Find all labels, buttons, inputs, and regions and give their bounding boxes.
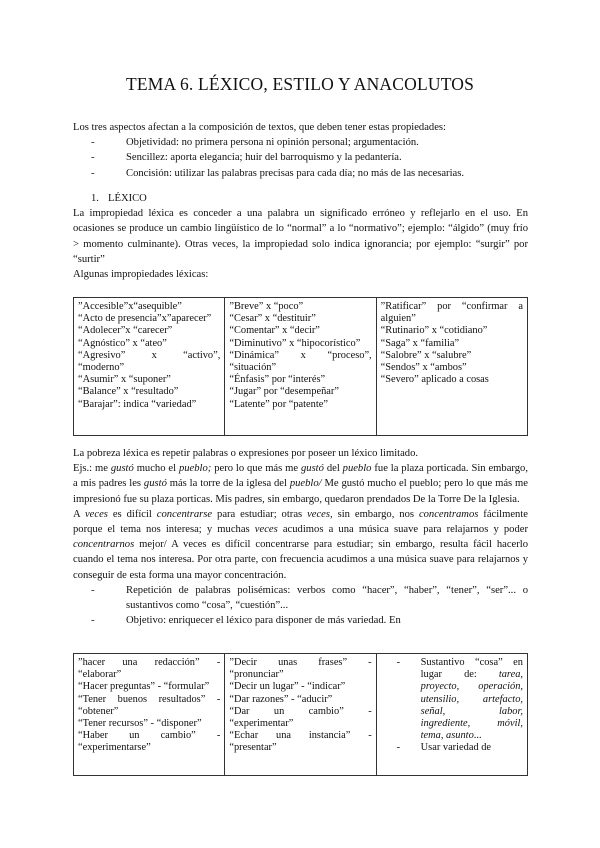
cell-line: “Énfasis” por “interés” (229, 374, 326, 386)
cell-line: “Decir un lugar” - “indicar” (229, 681, 346, 693)
text-segment: fue la plaza porticada. Sin embargo, a mis padres les (73, 463, 528, 490)
property-item: - Sencillez: aporta elegancia; huir del barroquismo y la pedantería. (73, 150, 528, 165)
page-title: TEMA 6. LÉXICO, ESTILO Y ANACOLUTOS (125, 74, 475, 94)
italic-word: gustó (300, 463, 324, 475)
section-heading (73, 191, 528, 206)
section-title: LÉXICO (108, 193, 147, 204)
cell-line: “Latente” por “patente” (229, 398, 328, 410)
italic-word: concentramos (418, 508, 479, 520)
cell-line: “Severo” aplicado a cosas (380, 374, 489, 386)
cell-line: ”Ratificar” por “confirmar a alguien” (380, 301, 523, 325)
impropiedades-label: Algunas impropiedades léxicas: (73, 269, 209, 281)
text-segment: acudimos a una música suave para relajarnos y poder (277, 524, 528, 536)
italic-word: veces, (307, 508, 333, 520)
cell-line: “Echar una instancia” - “presentar” (229, 730, 372, 754)
lexico-section (73, 191, 528, 282)
cell-line: “Barajar”: indica “variedad” (78, 398, 197, 410)
table-cell (74, 654, 225, 776)
table-cell (376, 298, 527, 436)
italic-word: veces (84, 508, 108, 520)
example-paragraph-1 (73, 461, 528, 507)
cell-line: “Salobre” x “salubre” (380, 349, 472, 361)
italic-word: pueblo (342, 463, 372, 475)
cell-line: ”hacer una redacción” - “elaborar” (78, 657, 221, 681)
cell-line: ”Breve” x “poco” (229, 301, 304, 312)
cell-line: “Acto de presencia”x”aparecer” (78, 313, 212, 325)
italic-word: pueblo; (178, 463, 212, 475)
section-number: 1. (91, 193, 99, 204)
cell-line: “Dinámica” x “proceso”, “situación” (229, 349, 372, 374)
cell-line: “Agnóstico” x “ateo” (78, 337, 167, 349)
alternatives-table (73, 653, 528, 776)
cell-line: “Tener buenos resultados” - “obtener” (78, 693, 221, 717)
cell-line: “Comentar” x “decir” (229, 325, 320, 337)
impropiedad-paragraph: La impropiedad léxica es conceder a una palabra un significado erróneo y reflejarlo en el uso. En ocasiones se produce un cambio lingüístico de lo “normal” a lo “normativo”; ejemplo: “álgido” (muy frío > momento culminante). Otras veces, la impropiedad solo indica ignorancia; por ejemplo: “surgir” por “surtir” (73, 208, 528, 265)
italic-word: concentrarse (156, 508, 213, 520)
table-cell (74, 298, 225, 436)
text-segment: mucho el (133, 463, 179, 475)
cell-line: “Adolecer”x “carecer” (78, 325, 173, 337)
property-item: - Objetividad: no primera persona ni opinión personal; argumentación. (73, 135, 528, 150)
cell-line: “Haber un cambio” - “experimentarse” (78, 730, 221, 754)
cell-line: “Balance” x “resultado” (78, 386, 179, 398)
example-paragraph-2 (73, 507, 528, 583)
pobreza-paragraph: La pobreza léxica es repetir palabras o expresiones por poseer un léxico limitado. (73, 448, 419, 459)
text-segment: sin embargo, nos (332, 508, 419, 520)
table-cell (376, 654, 527, 776)
cell-list-item: - Usar variedad de (381, 742, 523, 754)
cell-italic-text: tarea, proyecto, operación, utensilio, artefacto, señal, labor, ingrediente, móvil, tema, asunto (420, 669, 523, 742)
pobreza-point: - Objetivo: enriquecer el léxico para disponer de más variedad. En (73, 613, 528, 628)
intro-text: Los tres aspectos afectan a la composición de textos, que deben tener estas propiedades: (73, 122, 447, 133)
italic-word: gustó (110, 463, 134, 475)
cell-line: “Tener recursos” - “disponer” (78, 718, 202, 730)
cell-list-item (381, 657, 523, 742)
text-segment: pero lo que más me (211, 463, 301, 475)
text-segment: fácilmente porque el tema nos interesa; y muchas (73, 508, 528, 536)
cell-line: “Dar razones” - “aducir” (229, 693, 333, 705)
cell-line: “Diminutivo” x “hipocorístico” (229, 337, 361, 349)
text-segment: más la torre de la iglesa del (166, 478, 290, 490)
cell-line: “Agresivo” x “activo”, “moderno” (78, 349, 221, 374)
alternatives-table-wrap (73, 653, 528, 776)
cell-line: “Asumir” x “suponer” (78, 374, 171, 386)
intro-section (73, 120, 528, 181)
cell-line: “Saga” x “familia” (380, 337, 460, 349)
pobreza-section (73, 446, 528, 628)
text-segment: mejor/ A veces es difícil concentrarse para estudiar; sin embargo, resulta fácil hacerlo cuando el tema nos interesa. Por otra parte, con frecuencia acudimos a una música suave para relajarnos y conseguir de esta forma una mayor concentración. (73, 539, 528, 581)
cell-line: “Dar un cambio” - “experimentar” (229, 705, 372, 730)
cell-line: “Jugar” por “desempeñar” (229, 386, 339, 398)
cell-line: ”Accesible”x“asequible” (78, 301, 182, 312)
cell-line: “Cesar” x “destituir” (229, 313, 316, 325)
italic-word: concentrarnos (73, 539, 135, 551)
text-segment: Ejs.: me (73, 463, 111, 475)
impropiedades-table-wrap (73, 297, 528, 436)
impropiedades-table (73, 297, 528, 436)
table-cell (225, 298, 376, 436)
text-segment: para estudiar; otras (212, 508, 308, 520)
cell-text: ... (473, 730, 482, 742)
italic-word: veces (254, 524, 278, 536)
cell-line: “Sendos” x “ambos” (380, 362, 467, 374)
cell-line: “Hacer preguntas” - “formular” (78, 681, 210, 693)
pobreza-point: - Repetición de palabras polisémicas: verbos como “hacer”, “haber”, “tener”, “ser”... o sustantivos como “cosa”, “cuestión”... (73, 583, 528, 613)
text-segment: Me gustó mucho el pueblo; pero lo que más me impresionó fue su plaza porticas. Mis padres, sin embargo, quedaron prendados De la Torre De la Iglesia. (73, 478, 528, 505)
italic-word: gustó (143, 478, 167, 490)
text-segment: A (73, 508, 85, 520)
text-segment: del (323, 463, 343, 475)
property-item: - Concisión: utilizar las palabras precisas para cada día; no más de las necesarias. (73, 166, 528, 181)
cell-text: Sustantivo “cosa” en lugar de: (420, 657, 523, 681)
cell-line: “Rutinario” x “cotidiano” (380, 325, 488, 337)
italic-word: pueblo/ (289, 478, 322, 490)
text-segment: es difícil (107, 508, 157, 520)
table-cell (225, 654, 376, 776)
cell-line: ”Decir unas frases” - “pronunciar” (229, 657, 372, 681)
